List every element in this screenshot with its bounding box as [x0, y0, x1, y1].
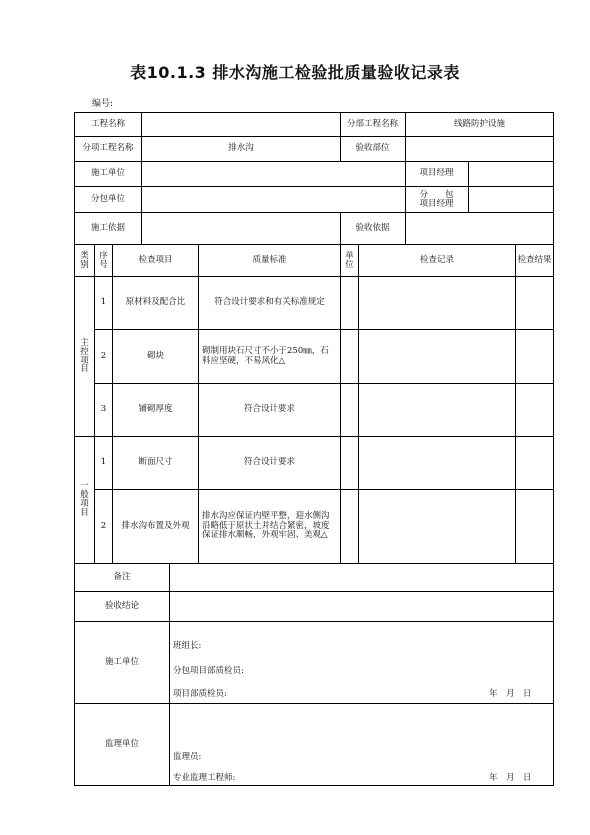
subcontract-pm-label-line2: 项目经理: [419, 198, 454, 209]
header-standard: 质量标准: [252, 254, 287, 265]
item-name: 铺砌厚度: [138, 404, 173, 415]
item-seq: 1: [100, 457, 107, 468]
vertical-char: 目: [80, 507, 89, 518]
vertical-char: 别: [80, 259, 89, 270]
construction-sign-date: 年 月 日: [489, 689, 532, 699]
accept-basis-field[interactable]: [406, 213, 553, 244]
item-result-field[interactable]: [516, 277, 553, 329]
item-result-field[interactable]: [516, 384, 553, 436]
chief-supervisor-label: 专业监理工程师:: [173, 773, 236, 783]
item-record-field[interactable]: [359, 384, 515, 436]
vertical-char: 般: [80, 490, 89, 501]
header-result: 检查结果: [517, 254, 552, 265]
item-name: 断面尺寸: [138, 457, 173, 468]
header-seq: [95, 245, 112, 276]
category-general: [75, 437, 94, 563]
project-manager-label: 项目经理: [419, 168, 454, 179]
construction-basis-label: 施工依据: [90, 222, 125, 233]
item-name: 原材料及配合比: [125, 297, 186, 308]
sub-inspector-label: 分包项目部质检员:: [173, 666, 244, 676]
header-unit: [341, 245, 358, 276]
item-standard: 排水沟应保证内壁平整，迎水侧沟沿略低于原状土并结合紧密，坡度保证排水顺畅，外观牢固、美观△: [202, 510, 330, 541]
item-result-field[interactable]: [516, 437, 553, 489]
vertical-char: 一: [80, 481, 89, 492]
subcontract-unit-label: 分包单位: [90, 193, 125, 204]
sub-item-name-label: 分项工程名称: [82, 143, 134, 154]
item-standard: 符合设计要求和有关标准规定: [214, 297, 325, 308]
construction-unit-label: 施工单位: [90, 168, 125, 179]
page-title: 表10.1.3 排水沟施工检验批质量验收记录表: [130, 63, 460, 82]
item-standard: 符合设计要求: [243, 457, 295, 468]
supervision-sign-date: 年 月 日: [489, 773, 532, 783]
item-seq: 1: [100, 297, 107, 308]
vertical-char: 目: [80, 364, 89, 375]
item-name: 排水沟布置及外观: [121, 520, 190, 531]
accept-location-label: 验收部位: [355, 143, 390, 154]
construction-basis-field[interactable]: [142, 213, 340, 244]
subcontract-unit-field[interactable]: [142, 187, 405, 212]
item-seq: 3: [100, 404, 107, 415]
subdivision-name-value: 线路防护设施: [453, 118, 505, 129]
item-seq: 2: [100, 350, 107, 361]
project-inspector-label: 项目部质检员:: [173, 689, 227, 699]
subcontract-pm-label-line1: 分 包: [419, 189, 454, 200]
conclusion-field[interactable]: [170, 592, 553, 621]
vertical-char: 号: [99, 259, 108, 270]
item-standard: 符合设计要求: [243, 404, 295, 415]
subcontract-pm-field[interactable]: [469, 187, 553, 212]
item-result-field[interactable]: [516, 330, 553, 383]
header-item: 检查项目: [138, 254, 173, 265]
vertical-char: 控: [80, 346, 89, 357]
conclusion-label: 验收结论: [104, 600, 139, 611]
supervision-sign-label: 监理单位: [104, 738, 139, 749]
vertical-char: 序: [99, 250, 108, 261]
item-seq: 2: [100, 520, 107, 531]
category-main-control: [75, 277, 94, 436]
accept-basis-label: 验收依据: [355, 222, 390, 233]
construction-sign-label: 施工单位: [104, 656, 139, 667]
document-number-label: 编号:: [92, 99, 114, 109]
project-name-field[interactable]: [142, 113, 340, 136]
item-record-field[interactable]: [359, 490, 515, 563]
item-record-field[interactable]: [359, 437, 515, 489]
project-manager-field[interactable]: [469, 162, 553, 186]
vertical-char: 类: [80, 250, 89, 261]
accept-location-field[interactable]: [406, 137, 553, 161]
vertical-char: 单: [345, 250, 354, 261]
vertical-char: 位: [345, 259, 354, 270]
supervisor-label: 监理员:: [173, 752, 202, 762]
item-result-field[interactable]: [516, 490, 553, 563]
header-category: [75, 245, 94, 276]
remarks-label: 备注: [113, 571, 131, 582]
construction-unit-field[interactable]: [142, 162, 405, 186]
subdivision-name-label: 分部工程名称: [346, 118, 398, 129]
item-record-field[interactable]: [359, 277, 515, 329]
item-standard: 砌制用块石尺寸不小于250㎜，石料应坚硬，不易风化△: [202, 345, 329, 366]
vertical-char: 主: [80, 337, 89, 348]
project-name-label: 工程名称: [90, 118, 125, 129]
item-name: 砌块: [146, 350, 164, 361]
header-record: 检查记录: [419, 254, 454, 265]
col-divider: [340, 244, 341, 563]
vertical-char: 项: [80, 499, 89, 509]
item-record-field[interactable]: [359, 330, 515, 383]
team-leader-label: 班组长:: [173, 641, 202, 651]
remarks-field[interactable]: [170, 564, 553, 591]
inspection-record-table: [74, 112, 554, 786]
subcontract-pm-label: [405, 187, 468, 212]
vertical-char: 项: [80, 355, 89, 366]
sub-item-name-value: 排水沟: [228, 143, 254, 154]
